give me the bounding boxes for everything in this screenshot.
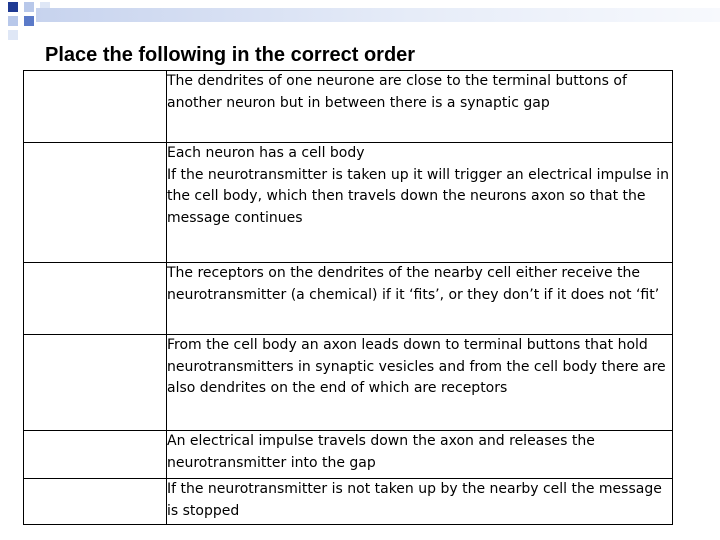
deco-square: [8, 2, 18, 12]
statement-cell: [167, 335, 673, 431]
statement-text: The receptors on the dendrites of the nearby cell either receive the neurotransmitter (a chemical) if it ‘fits’, or they don’t if it does not ‘fit’: [167, 265, 660, 303]
deco-square: [8, 16, 18, 26]
statement-text: If the neurotransmitter is taken up it will trigger an electrical impulse in the cell body, which then travels down the neurons axon so that the message continues: [167, 166, 669, 226]
table-row: [24, 431, 673, 479]
answer-cell[interactable]: [24, 479, 167, 525]
answer-cell[interactable]: [24, 263, 167, 335]
statement-text: From the cell body an axon leads down to terminal buttons that hold neurotransmitters in synaptic vesicles and from the cell body there are also dendrites on the end of which are receptors: [167, 337, 666, 396]
slide-title: Place the following in the correct order: [45, 44, 416, 66]
statement-cell: [167, 431, 673, 479]
statement-text: The dendrites of one neurone are close to the terminal buttons of another neuron but in between there is a synaptic gap: [167, 73, 627, 111]
statement-cell: [167, 71, 673, 143]
answer-cell[interactable]: [24, 431, 167, 479]
deco-gradient-bar: [36, 8, 720, 22]
answer-cell[interactable]: [24, 143, 167, 263]
statement-text: If the neurotransmitter is not taken up by the nearby cell the message is stopped: [167, 481, 662, 519]
answer-cell[interactable]: [24, 71, 167, 143]
table-row: [24, 479, 673, 525]
statement-cell: [167, 143, 673, 263]
table-row: [24, 263, 673, 335]
statement-cell: [167, 479, 673, 525]
statement-text: Each neuron has a cell body: [167, 145, 365, 161]
statement-text: An electrical impulse travels down the axon and releases the neurotransmitter into the gap: [167, 433, 595, 471]
deco-square: [8, 30, 18, 40]
answer-cell[interactable]: [24, 335, 167, 431]
statement-cell: [167, 263, 673, 335]
deco-square: [24, 16, 34, 26]
table-row: [24, 71, 673, 143]
table-row: [24, 143, 673, 263]
decorative-header: [0, 0, 720, 40]
table-row: [24, 335, 673, 431]
deco-square: [24, 2, 34, 12]
ordering-table: [23, 70, 673, 525]
